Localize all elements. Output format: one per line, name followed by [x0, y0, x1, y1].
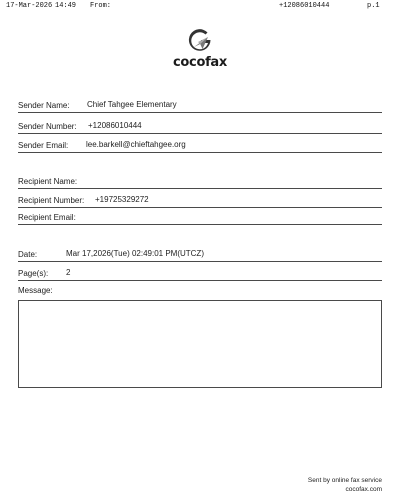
recipient-name-label: Recipient Name: [18, 177, 78, 186]
footer-site-text: cocofax.com [345, 486, 382, 493]
pages-label: Page(s): [18, 269, 49, 278]
date-value: Mar 17,2026(Tue) 02:49:01 PM(UTCZ) [66, 249, 204, 258]
sender-name-row [18, 96, 382, 113]
footer-service-text: Sent by online fax service [307, 477, 382, 484]
fax-header-date: 17-Mar-2026 [6, 2, 53, 10]
recipient-number-value: +19725329272 [95, 195, 149, 204]
footer [308, 476, 382, 494]
cocofax-logo-text: cocofax [173, 55, 227, 70]
fax-header-time: 14:49 [55, 2, 77, 10]
sender-name-label: Sender Name: [18, 101, 70, 110]
cocofax-logo [0, 28, 400, 70]
recipient-name-row [18, 172, 382, 189]
fax-header-page: p.1 [367, 2, 380, 10]
sender-email-row [18, 136, 382, 153]
recipient-email-label: Recipient Email: [18, 213, 76, 222]
recipient-number-label: Recipient Number: [18, 196, 85, 205]
sender-number-value: +12086010444 [88, 121, 142, 130]
sender-name-value: Chief Tahgee Elementary [87, 100, 177, 109]
fax-header-from-label: From: [90, 2, 112, 10]
sender-number-label: Sender Number: [18, 122, 77, 131]
recipient-number-row [18, 191, 382, 208]
message-box [18, 300, 382, 388]
date-label: Date: [18, 250, 38, 259]
pages-row [18, 264, 382, 281]
recipient-email-row [18, 208, 382, 225]
cocofax-logo-icon [187, 28, 213, 54]
sender-number-row [18, 117, 382, 134]
sender-email-label: Sender Email: [18, 141, 69, 150]
sender-email-value: lee.barkell@chieftahgee.org [86, 140, 186, 149]
date-row [18, 245, 382, 262]
pages-value: 2 [66, 268, 71, 277]
fax-header [0, 0, 400, 12]
message-label: Message: [18, 286, 53, 295]
fax-header-number: +12086010444 [279, 2, 330, 10]
